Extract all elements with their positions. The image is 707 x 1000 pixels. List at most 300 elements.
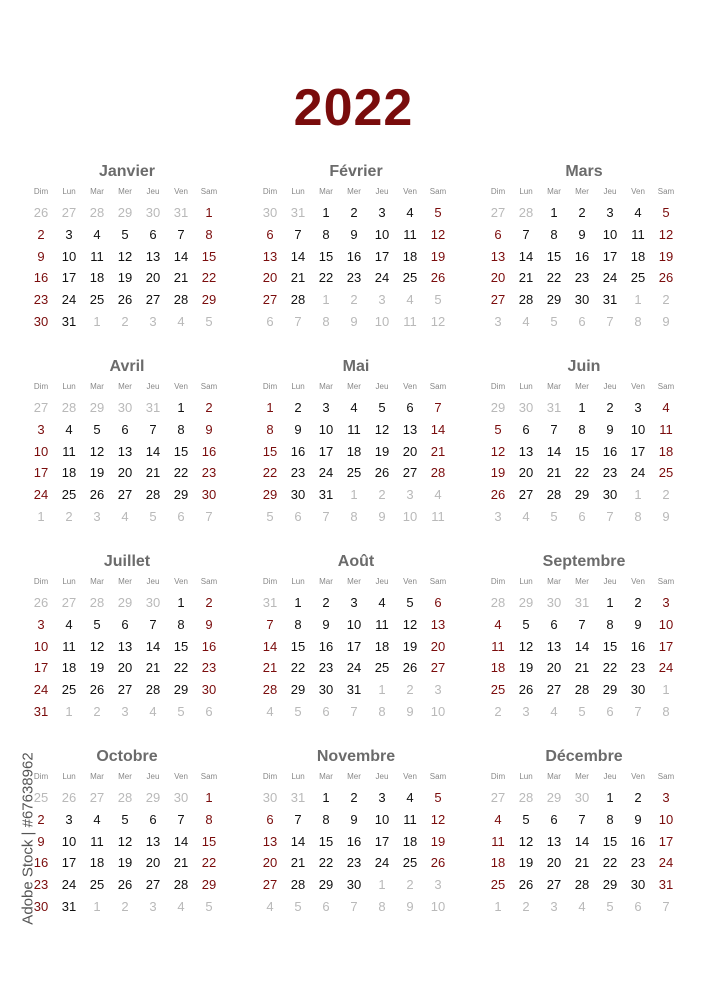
- day-cell-weekend: 17: [658, 833, 674, 849]
- day-cell: 7: [294, 811, 302, 827]
- day-cell: 26: [89, 487, 105, 503]
- day-cell: 6: [149, 811, 157, 827]
- day-cell: 20: [145, 270, 161, 286]
- day-cell: 2: [634, 790, 642, 805]
- day-cell: 29: [574, 487, 590, 503]
- day-cell-weekend: 27: [262, 292, 278, 308]
- day-cell: 1: [177, 595, 185, 610]
- day-cell-weekend: 14: [430, 421, 446, 437]
- day-cell: 12: [89, 638, 105, 654]
- day-cell: 25: [61, 682, 77, 698]
- day-cell-other-month: 10: [374, 313, 390, 329]
- day-cell-other-month: 31: [574, 595, 590, 610]
- day-cell: 1: [606, 790, 614, 805]
- month-block: [256, 745, 456, 918]
- day-cell: 24: [61, 877, 77, 893]
- day-grid: [484, 592, 684, 723]
- day-cell-other-month: 2: [494, 703, 502, 719]
- day-cell-other-month: 8: [634, 508, 642, 524]
- day-cell: 11: [403, 811, 417, 827]
- day-cell: 12: [89, 443, 105, 459]
- day-cell-weekend: 23: [201, 465, 217, 481]
- day-cell-weekend: 29: [201, 877, 217, 893]
- weekday-label: Mar: [319, 187, 333, 196]
- day-cell: 4: [634, 205, 642, 220]
- day-cell-other-month: 30: [173, 790, 189, 805]
- day-cell: 13: [117, 443, 133, 459]
- weekday-label: Mer: [575, 772, 589, 781]
- day-cell: 11: [62, 638, 76, 654]
- day-cell-other-month: 3: [494, 313, 502, 329]
- weekday-header: [27, 184, 227, 200]
- day-cell: 19: [117, 855, 133, 871]
- day-cell: 21: [290, 270, 306, 286]
- day-cell: 11: [375, 616, 389, 632]
- day-grid: [484, 397, 684, 528]
- weekday-label: Lun: [62, 772, 76, 781]
- day-cell-weekend: 30: [201, 682, 217, 698]
- day-cell-other-month: 8: [350, 508, 358, 524]
- day-cell: 6: [522, 421, 530, 437]
- weekday-header: [27, 379, 227, 395]
- day-cell-weekend: 3: [662, 595, 670, 610]
- day-cell-other-month: 7: [205, 508, 213, 524]
- day-cell-other-month: 4: [177, 313, 185, 329]
- day-cell-weekend: 7: [266, 616, 274, 632]
- day-cell-weekend: 19: [430, 833, 446, 849]
- day-cell: 14: [173, 248, 189, 264]
- day-cell: 12: [117, 248, 133, 264]
- day-cell-other-month: 30: [546, 595, 562, 610]
- day-cell-weekend: 10: [33, 443, 49, 459]
- day-cell: 8: [322, 226, 330, 242]
- day-cell: 9: [634, 616, 642, 632]
- month-block: [256, 550, 456, 723]
- day-cell: 24: [374, 270, 390, 286]
- day-cell: 27: [518, 487, 534, 503]
- day-cell: 25: [89, 877, 105, 893]
- day-cell-weekend: 9: [205, 616, 213, 632]
- day-cell-other-month: 3: [406, 487, 414, 503]
- day-cell-other-month: 2: [65, 508, 73, 524]
- month-name: Avril: [109, 358, 145, 375]
- month-block: [484, 550, 684, 723]
- weekday-label: Ven: [403, 187, 417, 196]
- day-cell-other-month: 9: [662, 313, 670, 329]
- day-cell: 12: [374, 421, 390, 437]
- day-cell: 19: [89, 660, 105, 676]
- weekday-label: Sam: [657, 772, 675, 781]
- day-cell-weekend: 13: [430, 616, 446, 632]
- day-cell: 22: [602, 855, 618, 871]
- day-cell-other-month: 9: [350, 313, 358, 329]
- weekday-label: Sam: [657, 577, 675, 586]
- day-cell: 29: [173, 487, 189, 503]
- day-cell: 31: [602, 292, 618, 308]
- day-cell: 3: [65, 226, 73, 242]
- day-cell: 27: [546, 682, 562, 698]
- day-cell: 3: [322, 400, 330, 415]
- day-cell: 1: [322, 205, 330, 220]
- day-cell-weekend: 23: [33, 877, 49, 893]
- day-cell: 19: [518, 660, 534, 676]
- month-block: [256, 160, 456, 333]
- day-cell-other-month: 31: [173, 205, 189, 220]
- day-cell-other-month: 5: [205, 898, 213, 914]
- day-cell-other-month: 27: [490, 205, 506, 220]
- day-cell: 9: [350, 226, 358, 242]
- day-cell: 30: [630, 877, 646, 893]
- day-cell: 10: [630, 421, 646, 437]
- day-cell-other-month: 5: [434, 292, 442, 308]
- day-cell-weekend: 15: [262, 443, 278, 459]
- day-cell-weekend: 21: [262, 660, 278, 676]
- day-cell-other-month: 31: [546, 400, 562, 415]
- day-cell: 8: [294, 616, 302, 632]
- day-cell-weekend: 20: [262, 855, 278, 871]
- day-cell-weekend: 5: [494, 421, 502, 437]
- day-cell-other-month: 5: [606, 898, 614, 914]
- day-cell-weekend: 16: [201, 638, 217, 654]
- day-cell-other-month: 30: [574, 790, 590, 805]
- weekday-label: Mer: [118, 577, 132, 586]
- day-cell: 11: [403, 226, 417, 242]
- day-cell: 4: [350, 400, 358, 415]
- day-cell-weekend: 17: [33, 465, 49, 481]
- day-cell: 13: [546, 638, 562, 654]
- weekday-label: Sam: [657, 187, 675, 196]
- day-cell: 5: [93, 616, 101, 632]
- month-block: [484, 160, 684, 333]
- day-cell: 14: [574, 833, 590, 849]
- day-cell-other-month: 8: [662, 703, 670, 719]
- weekday-label: Mar: [547, 577, 561, 586]
- day-cell: 13: [117, 638, 133, 654]
- day-grid: [484, 787, 684, 918]
- day-cell: 16: [574, 248, 590, 264]
- day-cell: 11: [62, 443, 76, 459]
- weekday-label: Lun: [519, 577, 533, 586]
- weekday-label: Jeu: [146, 382, 160, 391]
- day-cell: 6: [121, 616, 129, 632]
- day-cell-weekend: 11: [491, 833, 505, 849]
- day-cell-weekend: 1: [266, 400, 274, 415]
- day-cell: 13: [145, 248, 161, 264]
- day-cell-other-month: 30: [145, 595, 161, 610]
- day-cell-other-month: 3: [93, 508, 101, 524]
- weekday-header: [27, 574, 227, 590]
- day-cell: 22: [546, 270, 562, 286]
- weekday-label: Dim: [33, 577, 49, 586]
- day-cell-weekend: 19: [490, 465, 506, 481]
- day-cell-weekend: 8: [205, 811, 213, 827]
- day-cell: 3: [634, 400, 642, 415]
- day-cell-other-month: 7: [606, 313, 614, 329]
- day-cell: 14: [290, 833, 306, 849]
- day-cell-other-month: 2: [522, 898, 530, 914]
- day-cell: 27: [145, 292, 161, 308]
- day-cell: 4: [93, 226, 101, 242]
- weekday-header: [256, 379, 456, 395]
- day-cell: 1: [322, 790, 330, 805]
- day-cell-other-month: 6: [294, 508, 302, 524]
- day-cell-weekend: 26: [490, 487, 506, 503]
- day-cell-weekend: 10: [658, 811, 674, 827]
- day-cell: 8: [177, 616, 185, 632]
- weekday-label: Dim: [33, 772, 49, 781]
- day-grid: [27, 202, 227, 333]
- day-cell-weekend: 13: [262, 248, 278, 264]
- day-cell: 18: [630, 248, 646, 264]
- month-name: Février: [329, 163, 383, 180]
- month-name: Mars: [565, 163, 603, 180]
- day-cell: 28: [290, 292, 306, 308]
- day-cell-other-month: 1: [662, 682, 670, 698]
- day-cell: 16: [630, 638, 646, 654]
- day-cell-weekend: 27: [262, 877, 278, 893]
- day-cell: 29: [602, 877, 618, 893]
- weekday-label: Dim: [262, 577, 278, 586]
- day-cell-other-month: 31: [290, 790, 306, 805]
- day-cell-other-month: 6: [266, 313, 274, 329]
- weekday-label: Dim: [262, 382, 278, 391]
- day-cell-other-month: 29: [117, 595, 133, 610]
- day-cell: 1: [606, 595, 614, 610]
- day-cell-weekend: 19: [658, 248, 674, 264]
- weekday-label: Jeu: [603, 577, 617, 586]
- day-cell-other-month: 28: [61, 400, 77, 415]
- day-cell: 6: [550, 616, 558, 632]
- day-cell: 20: [518, 465, 534, 481]
- day-cell-weekend: 26: [430, 270, 446, 286]
- day-cell: 2: [294, 400, 302, 415]
- day-cell-other-month: 7: [606, 508, 614, 524]
- day-cell-weekend: 26: [658, 270, 674, 286]
- day-cell: 16: [346, 248, 362, 264]
- day-cell: 29: [290, 682, 306, 698]
- day-cell: 4: [406, 205, 414, 220]
- day-cell-other-month: 8: [634, 313, 642, 329]
- weekday-label: Sam: [200, 577, 218, 586]
- day-cell: 12: [117, 833, 133, 849]
- day-cell: 17: [318, 443, 334, 459]
- day-cell: 27: [145, 877, 161, 893]
- day-cell-weekend: 2: [205, 595, 213, 610]
- day-cell-other-month: 1: [634, 292, 642, 308]
- day-cell-weekend: 27: [490, 292, 506, 308]
- weekday-label: Jeu: [603, 382, 617, 391]
- day-cell-other-month: 2: [662, 292, 670, 308]
- day-cell-other-month: 31: [290, 205, 306, 220]
- weekday-label: Lun: [519, 187, 533, 196]
- day-cell-other-month: 28: [518, 205, 534, 220]
- month-block: [484, 355, 684, 528]
- day-cell: 19: [374, 443, 390, 459]
- day-cell-other-month: 6: [177, 508, 185, 524]
- month-block: [484, 745, 684, 918]
- day-cell-other-month: 7: [350, 703, 358, 719]
- weekday-label: Dim: [490, 382, 506, 391]
- day-cell-weekend: 29: [201, 292, 217, 308]
- day-cell-weekend: 28: [262, 682, 278, 698]
- weekday-label: Jeu: [375, 187, 389, 196]
- day-cell-weekend: 23: [201, 660, 217, 676]
- day-cell: 18: [89, 855, 105, 871]
- day-cell-weekend: 9: [37, 248, 45, 264]
- day-cell: 1: [294, 595, 302, 610]
- day-cell: 4: [65, 421, 73, 437]
- day-cell: 30: [346, 877, 362, 893]
- day-cell: 26: [117, 877, 133, 893]
- day-cell-weekend: 24: [658, 660, 674, 676]
- day-cell: 20: [546, 660, 562, 676]
- weekday-label: Ven: [174, 772, 188, 781]
- day-cell-other-month: 4: [578, 898, 586, 914]
- weekday-label: Lun: [519, 772, 533, 781]
- day-cell-other-month: 3: [522, 703, 530, 719]
- day-cell-other-month: 3: [434, 682, 442, 698]
- day-cell-other-month: 2: [378, 487, 386, 503]
- day-cell: 10: [374, 226, 390, 242]
- day-cell-other-month: 27: [61, 205, 77, 220]
- day-cell-weekend: 4: [494, 616, 502, 632]
- day-cell: 28: [145, 682, 161, 698]
- weekday-label: Lun: [291, 772, 305, 781]
- day-cell-weekend: 19: [430, 248, 446, 264]
- day-cell-other-month: 11: [403, 313, 417, 329]
- day-cell-other-month: 3: [494, 508, 502, 524]
- day-cell: 9: [634, 811, 642, 827]
- day-cell: 19: [89, 465, 105, 481]
- day-cell-other-month: 4: [121, 508, 129, 524]
- watermark-text: Adobe Stock | #67638962: [19, 752, 37, 925]
- day-cell: 17: [630, 443, 646, 459]
- day-cell-other-month: 5: [550, 508, 558, 524]
- day-cell: 24: [346, 660, 362, 676]
- day-cell-other-month: 10: [430, 703, 446, 719]
- day-cell-other-month: 10: [430, 898, 446, 914]
- weekday-label: Dim: [490, 577, 506, 586]
- weekday-label: Jeu: [375, 382, 389, 391]
- weekday-header: [256, 574, 456, 590]
- day-cell: 10: [61, 833, 77, 849]
- day-cell: 18: [89, 270, 105, 286]
- day-cell-other-month: 2: [406, 877, 414, 893]
- day-cell: 19: [402, 638, 418, 654]
- day-cell-weekend: 3: [37, 616, 45, 632]
- day-cell-weekend: 2: [37, 811, 45, 827]
- day-cell: 23: [318, 660, 334, 676]
- day-cell-weekend: 5: [662, 205, 670, 220]
- day-cell: 10: [374, 811, 390, 827]
- month-block: [256, 355, 456, 528]
- weekday-label: Lun: [519, 382, 533, 391]
- day-cell-weekend: 1: [205, 790, 213, 805]
- day-cell-other-month: 7: [662, 898, 670, 914]
- day-cell: 8: [322, 811, 330, 827]
- day-cell: 27: [117, 682, 133, 698]
- day-cell: 14: [173, 833, 189, 849]
- day-cell: 5: [522, 616, 530, 632]
- day-cell-weekend: 30: [33, 898, 49, 914]
- day-grid: [27, 397, 227, 528]
- day-cell: 14: [574, 638, 590, 654]
- day-cell-weekend: 13: [262, 833, 278, 849]
- day-cell: 16: [602, 443, 618, 459]
- month-name: Décembre: [545, 748, 623, 765]
- day-cell: 28: [290, 877, 306, 893]
- day-cell: 10: [61, 248, 77, 264]
- day-cell: 2: [350, 205, 358, 220]
- day-cell-other-month: 8: [378, 703, 386, 719]
- day-cell: 15: [602, 833, 618, 849]
- weekday-header: [27, 769, 227, 785]
- day-cell-other-month: 29: [89, 400, 105, 415]
- month-block: [27, 160, 227, 333]
- day-cell: 12: [518, 638, 534, 654]
- weekday-label: Ven: [174, 382, 188, 391]
- weekday-label: Jeu: [603, 772, 617, 781]
- day-cell-weekend: 29: [262, 487, 278, 503]
- day-cell: 16: [630, 833, 646, 849]
- day-cell: 20: [402, 443, 418, 459]
- day-cell-other-month: 1: [634, 487, 642, 503]
- day-cell-weekend: 31: [33, 703, 49, 719]
- day-cell: 2: [578, 205, 586, 220]
- day-cell-weekend: 3: [37, 421, 45, 437]
- weekday-label: Dim: [262, 187, 278, 196]
- weekday-label: Lun: [62, 382, 76, 391]
- day-cell: 26: [374, 465, 390, 481]
- weekday-label: Ven: [403, 772, 417, 781]
- day-cell: 21: [546, 465, 562, 481]
- day-cell-other-month: 8: [378, 898, 386, 914]
- day-cell: 22: [290, 660, 306, 676]
- day-cell: 26: [402, 660, 418, 676]
- day-cell-other-month: 7: [634, 703, 642, 719]
- day-cell-weekend: 16: [201, 443, 217, 459]
- day-cell: 5: [93, 421, 101, 437]
- day-cell: 6: [149, 226, 157, 242]
- day-cell: 1: [177, 400, 185, 415]
- weekday-label: Jeu: [603, 187, 617, 196]
- day-cell-other-month: 3: [149, 313, 157, 329]
- day-cell-other-month: 28: [490, 595, 506, 610]
- day-cell: 21: [145, 465, 161, 481]
- year-title: 2022: [293, 79, 414, 137]
- day-cell-other-month: 25: [33, 790, 49, 805]
- day-cell: 28: [173, 292, 189, 308]
- day-cell: 1: [578, 400, 586, 415]
- day-cell-weekend: 20: [430, 638, 446, 654]
- day-cell: 23: [346, 270, 362, 286]
- weekday-label: Mer: [347, 772, 361, 781]
- weekday-label: Jeu: [146, 187, 160, 196]
- day-cell: 23: [602, 465, 618, 481]
- weekday-label: Ven: [631, 772, 645, 781]
- day-cell: 24: [61, 292, 77, 308]
- day-cell: 29: [602, 682, 618, 698]
- weekday-label: Mar: [319, 382, 333, 391]
- day-cell-other-month: 6: [634, 898, 642, 914]
- day-cell: 7: [578, 616, 586, 632]
- day-cell-weekend: 10: [658, 616, 674, 632]
- weekday-label: Sam: [200, 382, 218, 391]
- day-cell: 7: [177, 226, 185, 242]
- day-cell-other-month: 10: [402, 508, 418, 524]
- day-cell: 2: [606, 400, 614, 415]
- weekday-label: Jeu: [146, 577, 160, 586]
